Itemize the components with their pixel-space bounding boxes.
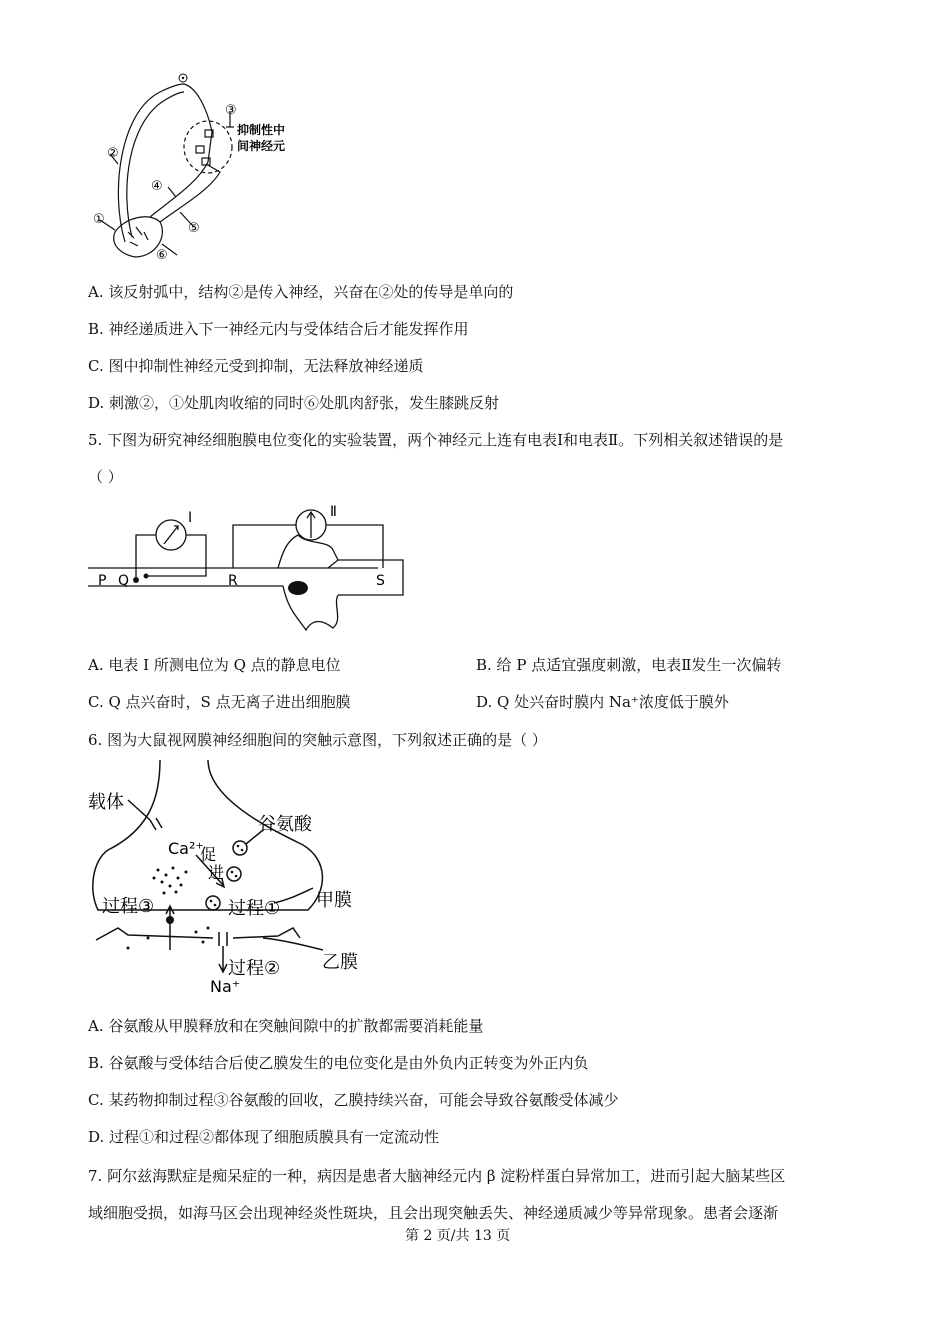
label-5: ⑤ bbox=[188, 221, 200, 236]
synapse-figure bbox=[88, 760, 388, 1000]
membrane-b-label: 乙膜 bbox=[322, 952, 358, 973]
q6-option-d: D. 过程①和过程②都体现了细胞质膜具有一定流动性 bbox=[88, 1128, 440, 1146]
label-4: ④ bbox=[151, 179, 163, 194]
point-r: R bbox=[228, 573, 238, 589]
q6-stem: 6. 图为大鼠视网膜神经细胞间的突触示意图，下列叙述正确的是（ ） bbox=[88, 731, 547, 749]
membrane-a-label: 甲膜 bbox=[316, 890, 352, 911]
process-2-label: 过程② bbox=[228, 958, 281, 979]
ca-label: Ca²⁺ bbox=[168, 839, 204, 858]
meter-1-label: I bbox=[188, 510, 193, 526]
promote-label-2: 进 bbox=[208, 863, 225, 882]
q7-line-2: 域细胞受损，如海马区会出现神经炎性斑块，且会出现突触丢失、神经递质减少等异常现象。患者会逐渐 bbox=[88, 1204, 779, 1222]
label-2: ② bbox=[107, 146, 119, 161]
q5-option-c: C. Q 点兴奋时，S 点无离子进出细胞膜 bbox=[88, 693, 351, 711]
inhibit-label-1: 抑制性中 bbox=[237, 123, 286, 137]
q6-option-a: A. 谷氨酸从甲膜释放和在突触间隙中的扩散都需要消耗能量 bbox=[88, 1017, 484, 1035]
q5-option-a: A. 电表 I 所测电位为 Q 点的静息电位 bbox=[88, 656, 341, 674]
q6-option-c: C. 某药物抑制过程③谷氨酸的回收，乙膜持续兴奋，可能会导致谷氨酸受体减少 bbox=[88, 1091, 619, 1109]
label-1: ① bbox=[93, 212, 105, 227]
carrier-label: 载体 bbox=[88, 792, 124, 813]
promote-label-1: 促 bbox=[200, 845, 217, 864]
glutamate-label: 谷氨酸 bbox=[258, 814, 312, 835]
point-p: P bbox=[98, 573, 107, 589]
q5-bracket: （ ） bbox=[88, 468, 123, 486]
q6-option-b: B. 谷氨酸与受体结合后使乙膜发生的电位变化是由外负内正转变为外正内负 bbox=[88, 1054, 589, 1072]
q4-option-c: C. 图中抑制性神经元受到抑制，无法释放神经递质 bbox=[88, 357, 424, 375]
na-label: Na⁺ bbox=[210, 977, 241, 996]
process-3-label: 过程③ bbox=[102, 896, 155, 917]
electrode-figure bbox=[88, 500, 418, 640]
inhibit-label-2: 间神经元 bbox=[237, 139, 286, 153]
page-footer: 第 2 页/共 13 页 bbox=[405, 1228, 511, 1244]
q7-line-1: 7. 阿尔兹海默症是痴呆症的一种，病因是患者大脑神经元内 β 淀粉样蛋白异常加工，进而引起大脑某些区 bbox=[88, 1167, 786, 1185]
q5-stem: 5. 下图为研究神经细胞膜电位变化的实验装置，两个神经元上连有电表Ⅰ和电表Ⅱ。下列相关叙述错误的是 bbox=[88, 431, 784, 449]
q4-option-a: A. 该反射弧中，结构②是传入神经，兴奋在②处的传导是单向的 bbox=[88, 283, 514, 301]
point-q: Q bbox=[118, 573, 130, 589]
q4-option-d: D. 刺激②，①处肌肉收缩的同时⑥处肌肉舒张，发生膝跳反射 bbox=[88, 394, 500, 412]
reflex-arc-figure bbox=[80, 72, 320, 272]
q5-option-b: B. 给 P 点适宜强度刺激，电表Ⅱ发生一次偏转 bbox=[476, 656, 782, 674]
q5-option-d: D. Q 处兴奋时膜内 Na⁺浓度低于膜外 bbox=[476, 693, 729, 711]
label-6: ⑥ bbox=[156, 248, 168, 263]
point-s: S bbox=[376, 573, 385, 589]
meter-2-label: Ⅱ bbox=[330, 504, 337, 520]
q4-option-b: B. 神经递质进入下一神经元内与受体结合后才能发挥作用 bbox=[88, 320, 469, 338]
label-3: ③ bbox=[225, 103, 237, 118]
process-1-label: 过程① bbox=[228, 898, 281, 919]
